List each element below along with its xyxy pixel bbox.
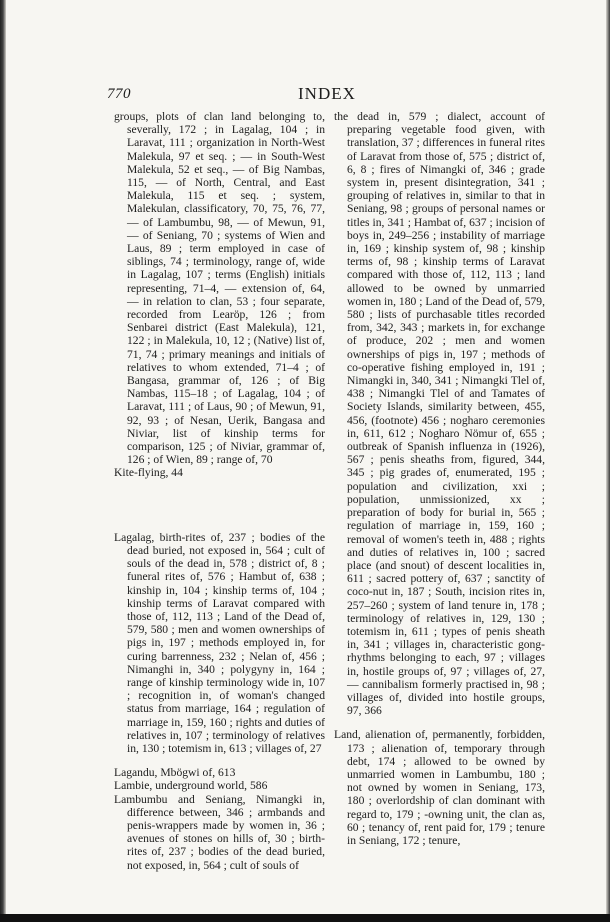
- index-entry-lagalag: Lagalag, birth-rites of, 237 ; bodies of the dead buried, not exposed in, 564 ; cult of souls of the dead in, 578 ; district of, 8 ; funeral rites of, 576 ; Hambut of, 638 ; kinship in, 104 ; kinship terms of, 104 ; kinship terms of Laravat compared with those of, 112, 113 ; Land of the Dead of, 579, 580 ; men and women ownerships of pigs in, 197 ; methods employed in, for curing barrenness, 232 ; Nelan of, 456 ; Nimanghi in, 340 ; polygyny in, 164 ; range of kinship terminology wide in, 107 ; recognition in, of woman's changed status from marriage, 164 ; regulation of marriage in, 159, 160 ; rights and duties of relatives in, 107 ; terminology of relatives in, 130 ; totemism in, 613 ; villages of, 27: [114, 530, 325, 755]
- page-right-edge: [606, 0, 610, 922]
- index-entry-lambie: Lambie, underground world, 586: [114, 779, 268, 793]
- index-entry-continuation: groups, plots of clan land belonging to, severally, 172 ; in Lagalag, 104 ; in Laravat, 111 ; organization in North-West Malekula, 97 et seq. ; — in South-West Malekula, 52 et seq., — of Big Nambas, 115, — of North, Central, and East Malekula, 115 et seq. ; system, Malekulan, classificatory, 70, 75, 76, 77, — of Lambumbu, 98, — of Mewun, 91, — of Seniang, 70 ; systems of Wien and Laus, 89 ; term employed in case of siblings, 74 ; terminology, range of, wide in Lagalag, 107 ; terms (English) initials representing, 71–4, — extension of, 64, — in relation to clan, 53 ; four separate, recorded from Learöp, 126 ; from Senbarei district (East Malekula), 121, 122 ; in Malekula, 10, 12 ; (Native) list of, 71, 74 ; primary meanings and initials of relatives to whom extended, 71–4 ; of Bangasa, grammar of, 126 ; of Big Nambas, 115–18 ; of Lagalag, 104 ; of Laravat, 111 ; of Laus, 90 ; of Mewun, 91, 92, 93 ; of Nesan, Uerik, Bangasa and Niviar, list of kinship terms for comparison, 125 ; of Niviar, grammar of, 126 ; of Wien, 89 ; range of, 70: [114, 110, 325, 467]
- index-entry-land: Land, alienation of, permanently, forbidden, 173 ; alienation of, temporary through debt, 174 ; allowed to be owned by unmarried women in Lambumbu, 180 ; not owned by women in Seniang, 173, 180 ; overlordship of clan dominant with regard to, 179 ; -owning unit, the clan as, 60 ; tenancy of, rent paid for, 179 ; tenure in Seniang, 172 ; tenure,: [334, 728, 545, 847]
- index-entry-lambumbu: Lambumbu and Seniang, Nimangki in, difference between, 346 ; armbands and penis-wrappers made by women in, 36 ; avenues of stones on hills of, 30 ; birth-rites of, 237 ; bodies of the dead buried, not exposed, in, 564 ; cult of souls of: [114, 792, 325, 872]
- section-gap: [114, 491, 325, 531]
- page-title: INDEX: [298, 84, 356, 103]
- page-bottom-edge: [0, 914, 610, 922]
- index-entry-continuation-right: the dead in, 579 ; dialect, account of preparing vegetable food given, with translation, 37 ; differences in funeral rites of Laravat from those of, 575 ; district of, 6, 8 ; fires of Nimangki of, 346 ; grade system in, present disintegration, 341 ; grouping of relatives in, similar to that in Seniang, 98 ; groups of personal names or titles in, 341 ; Hambat of, 637 ; incision of boys in, 249–256 ; instability of marriage in, 169 ; kinship system of, 98 ; kinship terms of, 98 ; kinship terms of Laravat compared with those of, 112, 113 ; land allowed to be owned by unmarried women in, 180 ; Land of the Dead of, 579, 580 ; lists of purchasable titles recorded from, 342, 343 ; markets in, for exchange of produce, 202 ; men and women ownerships of pigs in, 197 ; methods of co-operative fishing employed in, 191 ; Nimangki in, 340, 341 ; Nimangki Tlel of, 438 ; Nimangki Tlel of and Tamates of Society Islands, similarity between, 455, 456, (footnote) 456 ; nogharo ceremonies in, 611, 612 ; Nogharo Nömur of, 655 ; outbreak of Spanish influenza in (1926), 567 ; penis sheaths from, figured, 344, 345 ; pig grades of, enumerated, 195 ; population and civilization, xxi ; population, unmissionized, xx ; preparation of body for burial in, 565 ; regulation of marriage in, 159, 160 ; removal of women's teeth in, 488 ; rights and duties of relatives in, 100 ; sacred place (and snout) of descent localities in, 611 ; sacred pottery of, 637 ; sanctity of coco-nut in, 187 ; South, incision rites in, 257–260 ; system of land tenure in, 178 ; terminology of relatives in, 129, 130 ; totemism in, 611 ; types of penis sheath in, 341 ; villages in, characteristic gong-rhythms belonging to each, 97 ; villages in, hostile groups of, 97 ; villages of, 27, — cannibalism formerly practised in, 98 ; villages of, divided into hostile groups, 97, 366: [334, 110, 545, 718]
- index-entry-kite-flying: Kite-flying, 44: [114, 466, 183, 480]
- right-column: [334, 110, 545, 847]
- page-number: 770: [107, 86, 131, 102]
- left-column: [114, 110, 325, 872]
- index-entry-lagandu: Lagandu, Mbögwi of, 613: [114, 766, 236, 780]
- page-binding-edge: [0, 0, 6, 922]
- page-header: [0, 0, 610, 110]
